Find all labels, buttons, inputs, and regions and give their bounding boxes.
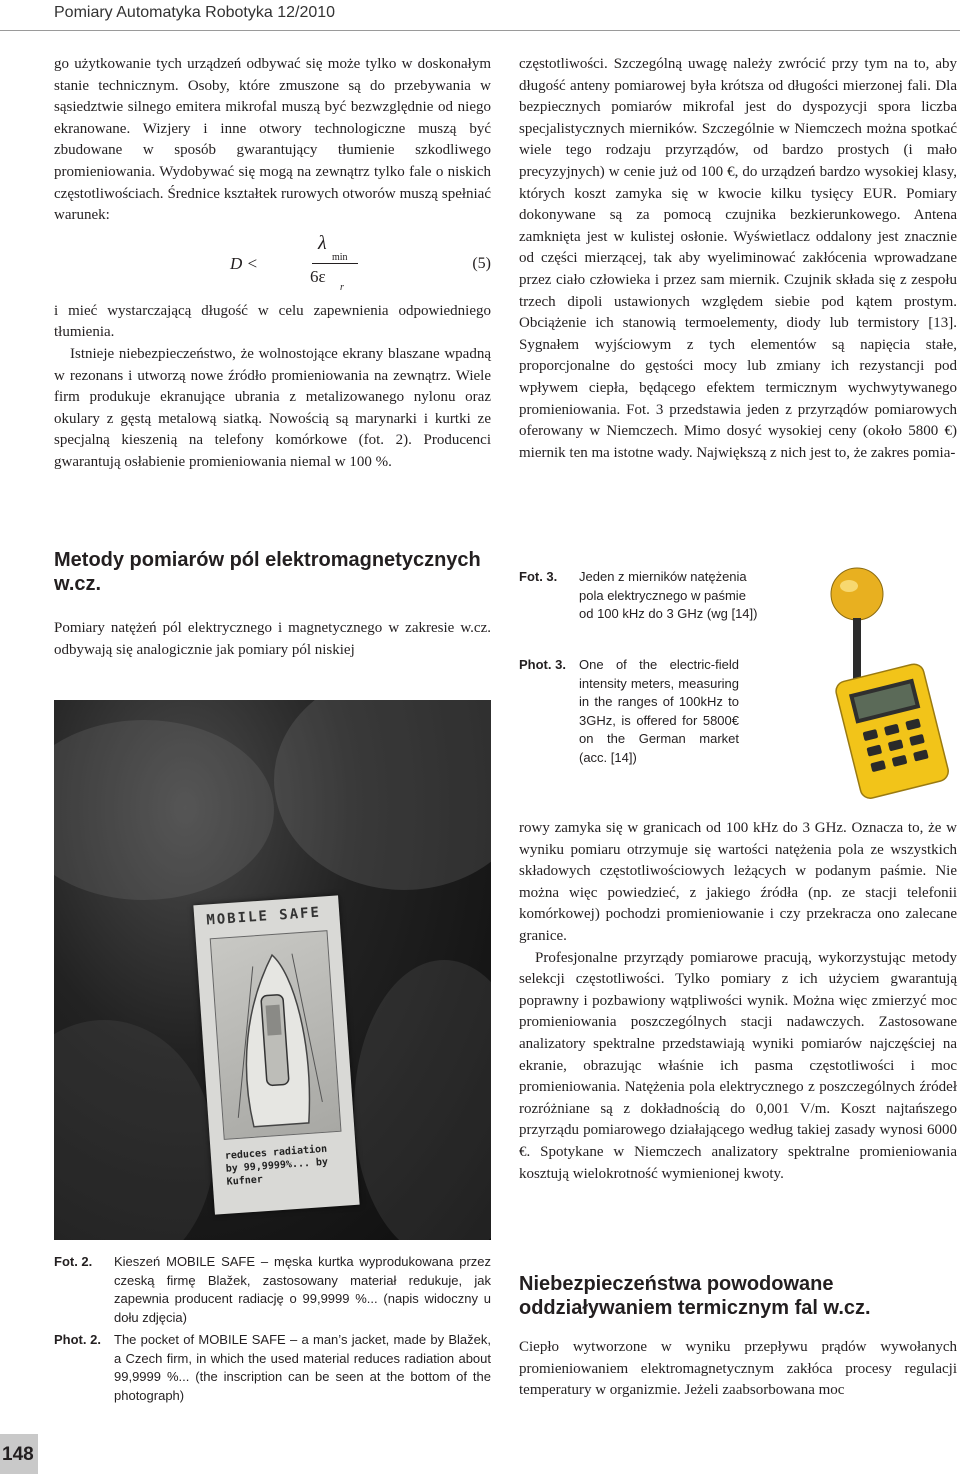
paragraph: Istnieje niebezpieczeństwo, że wolnostojące ekrany blaszane wpadną w rezonans i utworzą nowe źródło promieniowania na zewnątrz. Wiele firm produkuje ekranujące ubrania z metalizowanego nylonu oraz okulary z gęstą metalową siatką. Nowością są marynarki i kurtki ze specjalną kieszenią na telefony komórkowe (fot. 2). Producenci gwarantują osłabienie promieniowania niemal w 100 %. [54,345,491,470]
equation-lhs: D < [230,253,258,273]
equation-denominator-sub: r [340,281,344,293]
caption-text-pl: Jeden z mierników natężenia pola elektrycznego w paśmie od 100 kHz do 3 GHz (wg [14]) [579,569,758,622]
figure-caption-3 [519,568,769,768]
equation-numerator-sub: min [332,251,348,263]
caption-label-pl: Fot. 2. [54,1254,93,1269]
left-column-top [54,54,491,474]
figure-caption-2 [54,1253,494,1413]
label-illustration [210,930,342,1140]
equation-denominator: 6ε [310,266,326,286]
caption-text-en: One of the electric-field intensity meters, measuring in the ranges of 100kHz to 3GHz, is offered for 5800€ on the German market (acc. [14]) [579,657,739,765]
fraction-bar [312,263,358,264]
right-column-mid [519,818,957,1185]
equation-5 [54,233,491,295]
paragraph: rowy zamyka się w granicach od 100 kHz do 3 GHz. Oznacza to, że w wyniku pomiaru otrzymuje się wartości natężenia pola ze wszystkich składowych częstotliwościowych leżących w podanym paśmie. Nie można więc powiedzieć, z jakiego źródła (np. ze stacji telefonii komórkowej) pochodzi promieniowanie i czy przekracza ono zalecane granice. [519,820,957,944]
label-inscription: reduces radiation by 99,9999%... by Kufner [224,1143,329,1188]
equation-numerator: λ [318,231,327,254]
label-title: MOBILE SAFE [205,904,322,929]
journal-title: Pomiary Automatyka Robotyka 12/2010 [54,4,336,21]
section-heading-thermal-hazards: Niebezpieczeństwa powodowane oddziaływaniem termicznym fal w.cz. [519,1273,871,1319]
caption-text-pl: Kieszeń MOBILE SAFE – męska kurtka wyprodukowana przez czeską firmę Blažek, zastosowany materiał redukuje, jak zapewnia producent radiację o 99,9999 %... (napis widoczny u dołu zdjęcia) [114,1254,491,1325]
page-number: 148 [2,1444,34,1465]
left-column-mid [54,618,491,661]
paragraph: Pomiary natężeń pól elektrycznego i magnetycznego w zakresie w.cz. odbywają się analogicznie jak pomiary pól niskiej [54,620,491,658]
caption-text-en: The pocket of MOBILE SAFE – a man’s jacket, made by Blažek, a Czech firm, in which the used material reduces radiation about 99,9999 %... (the inscription can be seen at the bottom of the photograph) [114,1332,491,1403]
page-number-tab [0,1434,38,1474]
paragraph: Ciepło wytworzone w wyniku przepływu prądów wywołanych promieniowaniem elektromagnetycznym zakłóca procesy regulacji temperatury w organizmie. Jeżeli zaabsorbowana moc [519,1339,957,1399]
mobile-safe-label [193,895,359,1214]
equation-number: (5) [472,254,491,272]
caption-label-en: Phot. 3. [519,657,566,672]
right-column-top [519,54,957,464]
paragraph: go użytkowanie tych urządzeń odbywać się może tylko w doskonałym stanie technicznym. Osoby, które zmuszone są do przebywania w sąsiedztwie silnego emitera mikrofal muszą być bezwzględnie od niego ekranowane. Wizjery i inne otwory technologiczne muszą być zbudowane w sposób gwarantujący tłumienie szkodliwego promieniowania. Wydobywać się mogą na zewnątrz tylko fale o niskich częstotliwościach. Średnice kształtek rurowych otworów muszą spełniać warunek: [54,56,491,224]
right-column-bottom [519,1337,957,1402]
paragraph: i mieć wystarczającą długość w celu zapewnienia odpowiedniego tłumienia. [54,302,491,341]
caption-label-en: Phot. 2. [54,1332,101,1347]
photo-field-meter [787,560,957,800]
paragraph: Profesjonalne przyrządy pomiarowe pracują, wykorzystując metody selekcji częstotliwości. Tylko pomiary z ich użyciem gwarantują poprawny i pozbawiony wątpliwości wynik. Można więc zmierzyć moc promieniowania poszczególnych stacji nadawczych. Zastosowane analizatory spektralne przedstawiają wyniki pomiarów najczęściej na ekranie, obrazując właśnie ich pasma częstotliwości i moc promieniowania. Natężenia pola elektrycznego z poszczególnych źródeł rozróżniane są z dokładnością do 0,001 V/m. Koszt najtańszego przyrządu pomiarowego działającego według takiej zasady wynosi 6000 €. Spotykane w Niemczech analizatory spektralne promieniowania kosztują wielokrotność wymienionej kwoty. [519,949,957,1182]
caption-label-pl: Fot. 3. [519,569,558,584]
running-header [0,0,960,31]
photo-jacket-pocket [54,700,491,1240]
section-heading-measurement-methods: Metody pomiarów pól elektromagnetycznych w.cz. [54,549,481,595]
paragraph: częstotliwości. Szczególną uwagę należy zwrócić przy tym na to, aby długość anteny pomiarowej była krótsza od długości mierzonej fali. Dla bezpiecznych pomiarów mikrofal jest do dyspozycji spora liczba specjalistycznych mierników. Szczególnie w Niemczech można spotkać wiele tego rodzaju przyrządów, od bardzo prostych (i mało precyzyjnych) w cenie już od 100 €, do urządzeń bardzo wysokiej klasy, których koszt zamyka się w kwocie kilku tysięcy EUR. Pomiary dokonywane są za pomocą czujnika bezkierunkowego. Antena zamknięta jest w kulistej osłonie. Wyświetlacz oddalony jest znacznie od części mierzącej, tak aby wyeliminować zakłócenia wprowadzane przez ciało człowieka i przez sam miernik. Czujnik składa się z zespołu trzech dipoli ustawionych względem siebie pod kątem prostym. Obciążenie ich stanowią termoelementy, diody lub termistory [13]. Sygnałem wyjściowym z tych elementów są napięcia stałe, proporcjonalne do gęstości mocy lub zmiany ich rezystancji pod wpływem ciepła, będącego efektem termicznym wychwytywanego promieniowania. Fot. 3 przedstawia jeden z przyrządów pomiarowych oferowany w Niemczech. Mimo dosyć wysokiej ceny (około 5800 €) miernik ten ma istotne wady. Największą z nich jest to, że zakres pomia- [519,56,957,461]
